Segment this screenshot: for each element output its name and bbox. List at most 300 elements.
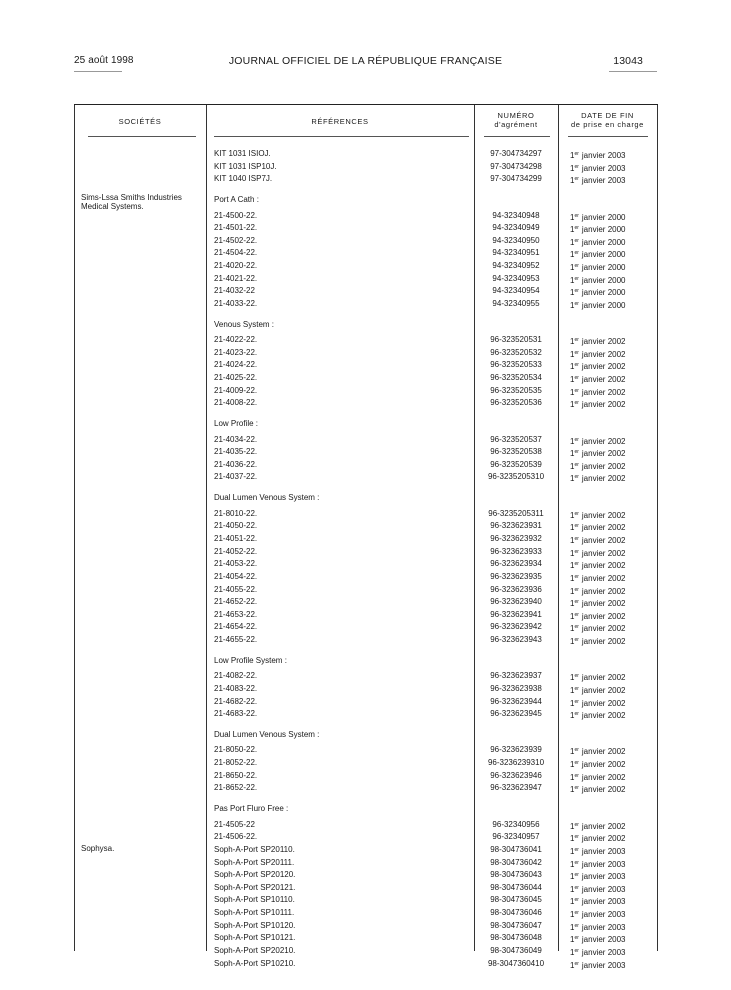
page-number: 13043 xyxy=(613,55,643,67)
header-rule-left xyxy=(74,71,122,72)
approval-number-cell: 96-3235205311 xyxy=(488,508,544,518)
day-number: 1 xyxy=(570,624,575,634)
day-number: 1 xyxy=(570,400,575,410)
reference-cell: 21-8052-22. xyxy=(214,758,258,768)
table-row xyxy=(74,670,658,682)
month-year: janvier 2003 xyxy=(581,151,626,160)
group-header: Port A Cath : xyxy=(214,194,259,204)
table-row xyxy=(74,945,658,957)
ordinal-suffix: er xyxy=(574,698,579,705)
ordinal-suffix: er xyxy=(574,288,579,295)
ordinal-suffix: er xyxy=(574,536,579,542)
table-group-row xyxy=(74,319,658,331)
approval-number-cell: 96-32340957 xyxy=(492,832,540,842)
ordinal-suffix: er xyxy=(574,163,579,170)
month-year: janvier 2002 xyxy=(581,673,626,683)
table-row xyxy=(74,273,658,285)
approval-number-cell: 96-323623934 xyxy=(490,559,542,569)
ordinal-suffix: er xyxy=(574,523,579,530)
header-date: 25 août 1998 xyxy=(74,55,134,66)
ordinal-suffix: er xyxy=(574,960,579,967)
month-year: janvier 2002 xyxy=(581,474,626,484)
ordinal-suffix: er xyxy=(574,637,579,644)
ordinal-suffix: er xyxy=(574,747,579,754)
ordinal-suffix: er xyxy=(574,846,579,853)
reference-cell: 21-4032-22 xyxy=(214,286,255,296)
approval-number-cell: 96-323520539 xyxy=(490,459,542,469)
day-number: 1 xyxy=(570,935,575,945)
reference-cell: 21-8050-22. xyxy=(214,745,258,755)
day-number: 1 xyxy=(570,599,575,609)
table-group-row xyxy=(74,655,658,667)
approval-number-cell: 96-3235205310 xyxy=(487,472,545,482)
reference-cell: 21-4009-22. xyxy=(214,385,258,395)
approval-number-cell: 98-304736045 xyxy=(490,895,542,905)
table-row xyxy=(74,385,658,397)
month-year: janvier 2002 xyxy=(581,375,626,385)
column-header-numero-line2: d'agrément xyxy=(494,120,538,129)
reference-cell: 21-4034-22. xyxy=(214,434,258,444)
table-row xyxy=(74,571,658,583)
header-rule-right xyxy=(609,71,657,72)
table-group-row xyxy=(74,492,658,504)
day-number: 1 xyxy=(570,772,575,782)
approval-number-cell: 94-32340951 xyxy=(492,248,540,258)
table-row xyxy=(74,844,658,856)
reference-cell: 21-4037-22. xyxy=(214,472,258,482)
ordinal-suffix: er xyxy=(574,237,579,244)
table-row xyxy=(74,609,658,621)
month-year: janvier 2003 xyxy=(581,910,626,920)
reference-cell: 21-4504-22. xyxy=(214,248,258,258)
header-title: JOURNAL OFFICIEL DE LA RÉPUBLIQUE FRANÇAISE xyxy=(228,55,503,67)
month-year: janvier 2002 xyxy=(581,349,626,359)
ordinal-suffix: er xyxy=(574,599,579,606)
table-row xyxy=(74,520,658,532)
approval-number-cell: 96-323520533 xyxy=(490,360,542,370)
month-year: janvier 2003 xyxy=(581,947,626,957)
day-number: 1 xyxy=(570,436,575,446)
ordinal-suffix: er xyxy=(574,772,579,779)
month-year: janvier 2000 xyxy=(581,300,626,310)
ordinal-suffix: er xyxy=(574,362,579,369)
day-number: 1 xyxy=(570,785,575,795)
ordinal-suffix: er xyxy=(574,449,579,456)
approval-number-cell: 96-323623940 xyxy=(490,597,542,607)
reference-cell: 21-4654-22. xyxy=(214,622,258,632)
table-row xyxy=(74,920,658,932)
approval-number-cell: 96-323623936 xyxy=(490,584,542,594)
ordinal-suffix: er xyxy=(574,785,579,792)
approval-number-cell: 98-304736046 xyxy=(490,908,542,918)
reference-cell: 21-8650-22. xyxy=(214,770,258,780)
ordinal-suffix: er xyxy=(574,337,579,344)
day-number: 1 xyxy=(570,163,575,173)
reference-cell: 21-4054-22. xyxy=(214,571,258,581)
day-number: 1 xyxy=(570,263,575,273)
month-year: janvier 2003 xyxy=(581,872,626,882)
reference-cell: 21-8010-22. xyxy=(214,508,258,518)
column-header-date-line2: de prise en charge xyxy=(571,120,644,129)
month-year: janvier 2002 xyxy=(581,785,626,795)
table-row xyxy=(74,446,658,458)
approval-number-cell: 96-323520531 xyxy=(490,335,542,345)
approval-number-cell: 94-32340955 xyxy=(492,298,540,308)
approval-number-cell: 96-323623932 xyxy=(490,534,542,543)
ordinal-suffix: er xyxy=(574,561,579,568)
day-number: 1 xyxy=(570,947,575,957)
day-number: 1 xyxy=(570,573,575,583)
reference-cell: KIT 1031 ISP10J. xyxy=(214,161,277,171)
day-number: 1 xyxy=(570,711,575,721)
table-row xyxy=(74,148,658,160)
day-number: 1 xyxy=(570,225,575,235)
reference-cell: 21-4024-22. xyxy=(214,360,258,370)
reference-cell: 21-4505-22 xyxy=(214,819,255,829)
month-year: janvier 2002 xyxy=(581,510,626,520)
month-year: janvier 2002 xyxy=(581,337,626,347)
table-row xyxy=(74,222,658,234)
societe-name xyxy=(81,193,182,211)
ordinal-suffix: er xyxy=(574,872,579,879)
ordinal-suffix: er xyxy=(574,834,579,841)
table-row xyxy=(74,173,658,185)
month-year: janvier 2003 xyxy=(581,859,626,869)
approval-number-cell: 94-32340954 xyxy=(492,286,540,296)
ordinal-suffix: er xyxy=(574,263,579,270)
approval-number-cell: 97-304734298 xyxy=(490,161,542,171)
table-row xyxy=(74,621,658,633)
ordinal-suffix: er xyxy=(574,387,579,394)
table-group-row xyxy=(74,418,658,430)
ordinal-suffix: er xyxy=(574,922,579,929)
approval-number-cell: 94-32340948 xyxy=(492,210,540,220)
table-row xyxy=(74,347,658,359)
table-row xyxy=(74,508,658,520)
table-row xyxy=(74,696,658,708)
day-number: 1 xyxy=(570,300,575,310)
approval-table xyxy=(74,104,658,970)
day-number: 1 xyxy=(570,536,575,545)
month-year: janvier 2002 xyxy=(581,611,626,621)
approval-number-cell: 96-323520538 xyxy=(490,447,542,457)
table-row xyxy=(74,708,658,720)
approval-number-cell: 96-323623944 xyxy=(490,696,542,706)
month-year: janvier 2002 xyxy=(581,685,626,695)
table-row xyxy=(74,596,658,608)
month-year: janvier 2002 xyxy=(581,387,626,397)
end-date-cell xyxy=(570,634,626,648)
day-number: 1 xyxy=(570,212,575,222)
day-number: 1 xyxy=(570,362,575,372)
month-year: janvier 2002 xyxy=(581,821,626,831)
reference-cell: 21-4082-22. xyxy=(214,671,258,681)
table-row xyxy=(74,298,658,310)
group-header: Low Profile System : xyxy=(214,655,287,665)
month-year: janvier 2000 xyxy=(581,225,626,235)
approval-number-cell: 96-323623931 xyxy=(490,521,542,531)
end-date-cell xyxy=(570,958,626,972)
month-year: janvier 2002 xyxy=(581,711,626,721)
day-number: 1 xyxy=(570,910,575,920)
approval-number-cell: 96-323520535 xyxy=(490,385,542,395)
societe-name-line1: Sophysa. xyxy=(81,843,115,853)
month-year: janvier 2002 xyxy=(581,536,626,545)
reference-cell: Soph-A-Port SP20120. xyxy=(214,870,296,880)
reference-cell: 21-4500-22. xyxy=(214,210,258,220)
reference-cell: 21-4023-22. xyxy=(214,347,258,357)
month-year: janvier 2000 xyxy=(581,275,626,285)
day-number: 1 xyxy=(570,375,575,385)
table-group-row xyxy=(74,803,658,815)
table-row xyxy=(74,634,658,646)
table-row xyxy=(74,161,658,173)
approval-number-cell: 96-323623937 xyxy=(490,671,542,681)
month-year: janvier 2000 xyxy=(581,237,626,247)
approval-number-cell: 96-323520534 xyxy=(490,373,542,383)
day-number: 1 xyxy=(570,884,575,894)
day-number: 1 xyxy=(570,872,575,882)
approval-number-cell: 96-323623942 xyxy=(490,622,542,632)
approval-number-cell: 96-323623935 xyxy=(490,571,542,581)
table-row xyxy=(74,584,658,596)
approval-number-cell: 96-323623943 xyxy=(490,635,542,645)
end-date-cell xyxy=(570,397,626,411)
end-date-cell xyxy=(570,782,626,796)
table-row xyxy=(74,285,658,297)
ordinal-suffix: er xyxy=(574,212,579,219)
group-header: Dual Lumen Venous System : xyxy=(214,493,320,503)
reference-cell: Soph-A-Port SP20210. xyxy=(214,945,296,955)
day-number: 1 xyxy=(570,176,575,186)
ordinal-suffix: er xyxy=(574,821,579,828)
month-year: janvier 2002 xyxy=(581,760,626,770)
day-number: 1 xyxy=(570,461,575,471)
column-header-societes: SOCIÉTÉS xyxy=(118,117,162,126)
header-underline-numero xyxy=(484,136,550,137)
table-group-row xyxy=(74,192,658,211)
reference-cell: 21-4052-22. xyxy=(214,546,258,556)
end-date-cell xyxy=(570,298,626,312)
month-year: janvier 2003 xyxy=(581,846,626,856)
day-number: 1 xyxy=(570,349,575,359)
day-number: 1 xyxy=(570,561,575,571)
approval-number-cell: 96-32340956 xyxy=(492,819,540,829)
table-row xyxy=(74,907,658,919)
month-year: janvier 2002 xyxy=(581,698,626,708)
table-row xyxy=(74,334,658,346)
month-year: janvier 2002 xyxy=(581,586,626,596)
month-year: janvier 2002 xyxy=(581,599,626,609)
header-underline-references xyxy=(214,136,469,137)
column-header-numero xyxy=(474,111,558,129)
table-row xyxy=(74,546,658,558)
month-year: janvier 2002 xyxy=(581,436,626,446)
societe-name-line1: Sims-Lssa Smiths Industries xyxy=(81,192,182,202)
approval-number-cell: 96-323623945 xyxy=(490,709,542,719)
month-year: janvier 2003 xyxy=(581,960,626,970)
approval-number-cell: 94-32340952 xyxy=(492,261,540,271)
approval-number-cell: 96-323623938 xyxy=(490,683,542,693)
month-year: janvier 2002 xyxy=(581,834,626,844)
month-year: janvier 2002 xyxy=(581,561,626,571)
group-header: Pas Port Fluro Free : xyxy=(214,803,289,813)
reference-cell: 21-4050-22. xyxy=(214,521,258,531)
approval-number-cell: 98-304736049 xyxy=(490,945,542,955)
column-header-numero-line1: NUMÉRO xyxy=(497,111,535,120)
day-number: 1 xyxy=(570,611,575,621)
day-number: 1 xyxy=(570,586,575,596)
approval-number-cell: 94-32340950 xyxy=(492,235,540,245)
table-row xyxy=(74,397,658,409)
approval-number-cell: 98-304736047 xyxy=(490,920,542,930)
end-date-cell xyxy=(570,708,626,722)
month-year: janvier 2000 xyxy=(581,263,626,273)
ordinal-suffix: er xyxy=(574,935,579,942)
day-number: 1 xyxy=(570,685,575,695)
reference-cell: 21-4506-22. xyxy=(214,832,258,842)
end-date-cell xyxy=(570,471,626,485)
ordinal-suffix: er xyxy=(574,573,579,580)
column-header-date xyxy=(558,111,657,129)
ordinal-suffix: er xyxy=(574,176,579,183)
approval-number-cell: 97-304734297 xyxy=(490,149,542,158)
month-year: janvier 2003 xyxy=(581,176,626,186)
approval-number-cell: 98-304736044 xyxy=(490,882,542,892)
day-number: 1 xyxy=(570,548,575,558)
ordinal-suffix: er xyxy=(574,897,579,904)
approval-number-cell: 98-304736043 xyxy=(490,870,542,880)
ordinal-suffix: er xyxy=(574,436,579,443)
day-number: 1 xyxy=(570,760,575,770)
reference-cell: 21-4021-22. xyxy=(214,273,258,283)
reference-cell: 21-4008-22. xyxy=(214,398,258,408)
reference-cell: 21-4683-22. xyxy=(214,709,258,719)
reference-cell: 21-4033-22. xyxy=(214,298,258,308)
day-number: 1 xyxy=(570,637,575,647)
approval-number-cell: 96-323623947 xyxy=(490,783,542,793)
reference-cell: 21-4652-22. xyxy=(214,597,258,607)
reference-cell: 21-4051-22. xyxy=(214,534,258,543)
end-date-cell xyxy=(570,173,626,187)
reference-cell: 21-4682-22. xyxy=(214,696,258,706)
reference-cell: Soph-A-Port SP10210. xyxy=(214,958,296,968)
month-year: janvier 2002 xyxy=(581,449,626,459)
reference-cell: Soph-A-Port SP10111. xyxy=(214,908,295,918)
ordinal-suffix: er xyxy=(574,474,579,481)
reference-cell: Soph-A-Port SP20111. xyxy=(214,857,295,867)
reference-cell: 21-4053-22. xyxy=(214,559,258,569)
month-year: janvier 2003 xyxy=(581,884,626,894)
reference-cell: 21-4055-22. xyxy=(214,584,258,594)
day-number: 1 xyxy=(570,922,575,932)
table-row xyxy=(74,857,658,869)
table-row xyxy=(74,235,658,247)
table-row xyxy=(74,359,658,371)
day-number: 1 xyxy=(570,859,575,869)
ordinal-suffix: er xyxy=(574,510,579,517)
day-number: 1 xyxy=(570,846,575,856)
day-number: 1 xyxy=(570,673,575,683)
reference-cell: 21-4022-22. xyxy=(214,335,258,345)
table-row xyxy=(74,932,658,944)
month-year: janvier 2003 xyxy=(581,935,626,945)
month-year: janvier 2002 xyxy=(581,573,626,583)
table-row xyxy=(74,459,658,471)
day-number: 1 xyxy=(570,275,575,285)
approval-number-cell: 96-323623946 xyxy=(490,770,542,780)
ordinal-suffix: er xyxy=(574,151,579,157)
approval-number-cell: 98-304736042 xyxy=(490,857,542,867)
ordinal-suffix: er xyxy=(574,685,579,692)
reference-cell: KIT 1040 ISP7J. xyxy=(214,174,273,184)
day-number: 1 xyxy=(570,834,575,844)
table-row xyxy=(74,683,658,695)
day-number: 1 xyxy=(570,387,575,397)
reference-cell: 21-4035-22. xyxy=(214,447,258,457)
table-row xyxy=(74,247,658,259)
group-header: Dual Lumen Venous System : xyxy=(214,729,320,739)
reference-cell: 21-4025-22. xyxy=(214,373,258,383)
ordinal-suffix: er xyxy=(574,760,579,767)
reference-cell: 21-4083-22. xyxy=(214,683,258,693)
month-year: janvier 2002 xyxy=(581,523,626,533)
ordinal-suffix: er xyxy=(574,375,579,382)
ordinal-suffix: er xyxy=(574,225,579,232)
table-row xyxy=(74,770,658,782)
reference-cell: 21-8652-22. xyxy=(214,783,258,793)
reference-cell: Soph-A-Port SP10120. xyxy=(214,920,296,930)
approval-number-cell: 98-304736041 xyxy=(490,844,542,854)
day-number: 1 xyxy=(570,897,575,907)
month-year: janvier 2003 xyxy=(581,163,626,173)
table-row xyxy=(74,260,658,272)
header-underline-societes xyxy=(88,136,196,137)
ordinal-suffix: er xyxy=(574,673,579,680)
table-row xyxy=(74,869,658,881)
ordinal-suffix: er xyxy=(574,349,579,356)
approval-number-cell: 94-32340953 xyxy=(492,273,540,283)
table-row xyxy=(74,958,658,970)
day-number: 1 xyxy=(570,510,575,520)
day-number: 1 xyxy=(570,523,575,533)
table-row xyxy=(74,819,658,831)
day-number: 1 xyxy=(570,237,575,247)
ordinal-suffix: er xyxy=(574,947,579,954)
ordinal-suffix: er xyxy=(574,711,579,718)
month-year: janvier 2002 xyxy=(581,624,626,634)
approval-number-cell: 96-3236239310 xyxy=(487,758,545,768)
group-header: Venous System : xyxy=(214,319,275,329)
approval-number-cell: 94-32340949 xyxy=(492,223,540,233)
reference-cell: 21-4502-22. xyxy=(214,235,258,245)
ordinal-suffix: er xyxy=(574,859,579,866)
month-year: janvier 2003 xyxy=(581,922,626,932)
ordinal-suffix: er xyxy=(574,611,579,618)
reference-cell: KIT 1031 ISIOJ. xyxy=(214,149,271,158)
approval-number-cell: 97-304734299 xyxy=(490,174,542,184)
ordinal-suffix: er xyxy=(574,461,579,468)
table-group-row xyxy=(74,729,658,741)
ordinal-suffix: er xyxy=(574,910,579,917)
month-year: janvier 2002 xyxy=(581,637,626,647)
day-number: 1 xyxy=(570,960,575,970)
month-year: janvier 2002 xyxy=(581,461,626,471)
day-number: 1 xyxy=(570,151,575,160)
month-year: janvier 2003 xyxy=(581,897,626,907)
table-row xyxy=(74,533,658,545)
day-number: 1 xyxy=(570,449,575,459)
